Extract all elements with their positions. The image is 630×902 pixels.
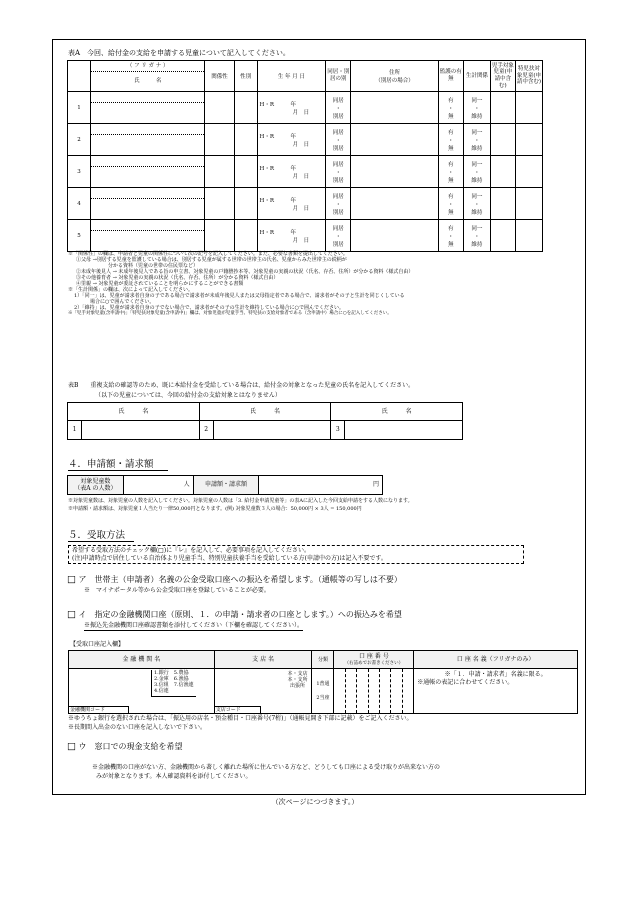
- child-allowance-field[interactable]: [490, 156, 515, 188]
- livelihood-field[interactable]: 同一 ・ 維持: [463, 92, 490, 124]
- table-b-name-header: 氏 名: [68, 403, 200, 421]
- type-option[interactable]: 2当座: [316, 695, 330, 701]
- section-4-heading: ４．申請額・請求額: [68, 459, 168, 471]
- special-allowance-header: 特児扶対象児童(申請中含む): [515, 61, 542, 92]
- table-b-subtitle: （以下の児童については、今回の給付金の支給対象とはなりません）: [95, 392, 281, 399]
- address-field[interactable]: [351, 92, 439, 124]
- livelihood-field[interactable]: 同一 ・ 維持: [463, 188, 490, 220]
- row-number: 1: [68, 92, 91, 124]
- table-row: [68, 188, 543, 220]
- birth-field[interactable]: H・R 年 月 日: [257, 124, 326, 156]
- row-number: 3: [68, 156, 91, 188]
- table-a-notes: [68, 251, 583, 316]
- note-line: ①父母 →別居する児童を監護している場合は、別居する児童が属する世帯の世帯主の氏名、児童からみた世帯主の続柄が: [76, 257, 347, 263]
- note-line: 1）「同一」は、児童が請求者自身の子である場合で請求者が未成年後見人または父母指定者である場合で、請求者がその子と生計を同じくしている: [74, 293, 405, 299]
- table-row: [68, 220, 543, 252]
- special-allowance-field[interactable]: [515, 124, 542, 156]
- birth-field[interactable]: H・R 年 月 日: [257, 92, 326, 124]
- instruction-box: [68, 545, 524, 564]
- relation-field[interactable]: [205, 220, 234, 252]
- branch-name-header: 支 店 名: [214, 651, 312, 669]
- table-a-title: 表A 今回、給付金の支給を申請する児童について記入してください。: [68, 49, 290, 57]
- custody-field[interactable]: 有 ・ 無: [438, 188, 463, 220]
- cohab-field[interactable]: 同居 ・ 別居: [326, 124, 351, 156]
- child-allowance-field[interactable]: [490, 124, 515, 156]
- continued-footer: （次ページにつづきます。）: [271, 798, 359, 806]
- relation-header: 関係性: [205, 61, 234, 92]
- name-field[interactable]: [90, 92, 205, 124]
- special-allowance-field[interactable]: [515, 188, 542, 220]
- bank-name-header: 金 融 機 関 名: [69, 651, 215, 669]
- account-type-field[interactable]: [312, 669, 334, 714]
- note-line: ②未成年後見人 → 未成年後見人である旨の申立書、対象児童の戸籍謄抄本等、対象児童の実親の状況（氏名、存否、住所）が分かる資料（様式自由）: [76, 269, 414, 275]
- birth-field[interactable]: H・R 年 月 日: [257, 156, 326, 188]
- relation-field[interactable]: [205, 188, 234, 220]
- yucho-note: ※ゆうちょ銀行を選択された場合は、「振込用の店名・預金種目・口座番号(7桁)」（通帳見開き下部に記載）をご記入ください。: [68, 715, 413, 722]
- account-type-header: 分類: [312, 651, 334, 669]
- child-count-label: 対象児童数 （表A の人数）: [68, 476, 124, 495]
- relation-field[interactable]: [205, 124, 234, 156]
- note-line: 2）「維持」は、児童が請求者自身の子でない場合で、請求者がその子の生計を維持している場合に○で囲んでください。: [74, 305, 344, 311]
- digit-boxes: [334, 669, 413, 713]
- amount-label: 申請額・請求額: [193, 476, 259, 495]
- bank-name-field[interactable]: [69, 669, 215, 714]
- branch-code-label: 支店コード: [215, 706, 261, 713]
- table-row: [68, 124, 543, 156]
- custody-header: 監護の有無: [438, 61, 463, 92]
- option-a: [67, 574, 402, 585]
- child-allowance-field[interactable]: [490, 188, 515, 220]
- row-number: 4: [68, 188, 91, 220]
- note-line: ※「生計関係」の欄は、次によって記入してください。: [68, 287, 194, 293]
- branch-kind-list: 本・支店 本・支所 出張所: [287, 671, 308, 689]
- sex-header: 性別: [234, 61, 257, 92]
- row-number: 2: [68, 124, 91, 156]
- livelihood-header: 生計関係: [463, 61, 490, 92]
- name-field[interactable]: [90, 188, 205, 220]
- birth-field[interactable]: H・R 年 月 日: [257, 188, 326, 220]
- relation-field[interactable]: [205, 92, 234, 124]
- option-c: [67, 741, 183, 752]
- account-number-header: 口 座 番 号 （右詰めでお書きください）: [334, 651, 414, 669]
- name-field[interactable]: [90, 124, 205, 156]
- note-line: ※「関係性」の欄は、申請者と児童の関係性について次の記号を記入してください。また、必要な書類を提出してください。: [68, 251, 348, 257]
- cohab-field[interactable]: 同居 ・ 別居: [326, 188, 351, 220]
- child-allowance-field[interactable]: [490, 220, 515, 252]
- cohab-field[interactable]: 同居 ・ 別居: [326, 156, 351, 188]
- option-a-note: ※ マイナポータル等から公金受取口座を登録していることが必要。: [84, 587, 270, 594]
- custody-field[interactable]: 有 ・ 無: [438, 220, 463, 252]
- amount-table: [67, 475, 383, 495]
- address-field[interactable]: [351, 156, 439, 188]
- name-field[interactable]: [90, 220, 205, 252]
- custody-field[interactable]: 有 ・ 無: [438, 92, 463, 124]
- table-b-name-field[interactable]: [345, 421, 463, 440]
- birth-field[interactable]: H・R 年 月 日: [257, 220, 326, 252]
- branch-name-field[interactable]: [214, 669, 312, 714]
- note-line: 分かる資料（児童の世帯の住民票など）: [108, 263, 199, 269]
- account-holder-field[interactable]: [414, 669, 578, 714]
- child-count-field[interactable]: 人: [123, 476, 193, 495]
- note-line: ③その他養育者 → 対象児童の実親の状況（氏名、存否、住所）が分かる資料（様式自由）: [76, 275, 279, 281]
- livelihood-field[interactable]: 同一 ・ 維持: [463, 220, 490, 252]
- address-field[interactable]: [351, 188, 439, 220]
- address-field[interactable]: [351, 220, 439, 252]
- bank-type-list: 1.銀行 5.農協 2.金庫 6.漁協 3.信組 7.信漁連 4.信連: [151, 670, 196, 697]
- sex-field[interactable]: [234, 124, 257, 156]
- table-b-number: 1: [68, 421, 82, 440]
- instruction-line: (注)申請時点で居住している自治体より児童手当、特別児童扶養手当を受給している方(申請中の方)は記入不要です。: [72, 554, 387, 562]
- birth-header: 生 年 月 日: [257, 61, 326, 92]
- cohab-header: 同居・別居の別: [326, 61, 351, 92]
- table-b: [67, 402, 463, 440]
- option-b-label: イ 指定の金融機関口座（原則、１．の申請・請求者の口座とします。）への振込みを希望: [78, 610, 402, 619]
- sex-field[interactable]: [234, 156, 257, 188]
- furigana-header: （ フ リ ガ ナ ）: [91, 61, 205, 72]
- option-b-checkbox[interactable]: □: [67, 609, 76, 620]
- account-table: [68, 650, 578, 714]
- bank-code-label: 金融機関コード: [69, 706, 129, 713]
- table-b-number: 3: [331, 421, 345, 440]
- option-b: [67, 609, 402, 620]
- holder-note: ※「１．申請・請求者」名義に限る。: [444, 671, 547, 678]
- holder-note: ※通帳の表記に合わせてください。: [417, 678, 514, 686]
- option-a-checkbox[interactable]: □: [67, 574, 76, 585]
- address-header: 住所 （別居の場合）: [351, 61, 439, 92]
- sex-field[interactable]: [234, 188, 257, 220]
- custody-field[interactable]: 有 ・ 無: [438, 124, 463, 156]
- child-allowance-header: 児手対象児童(申請中含む): [490, 61, 515, 92]
- note-line: 場合に○で囲んでください。: [90, 299, 155, 305]
- table-row: [68, 156, 543, 188]
- amount-note-2: ※申請額・請求額は、対象児童１人当たり一律50,000円となります。(例) 対象児童数３人の場合：50,000円 × 3人 = 150,000円: [68, 506, 362, 512]
- no-header-cell: [68, 61, 91, 92]
- sex-field[interactable]: [234, 92, 257, 124]
- livelihood-field[interactable]: 同一 ・ 維持: [463, 156, 490, 188]
- special-allowance-field[interactable]: [515, 156, 542, 188]
- account-holder-header: 口 座 名 義（フリガナのみ）: [414, 651, 578, 669]
- table-b-number: 2: [199, 421, 213, 440]
- option-c-label: ウ 窓口での現金支給を希望: [78, 742, 183, 751]
- name-field[interactable]: [90, 156, 205, 188]
- option-a-label: ア 世帯主（申請者）名義の公金受取口座への振込を希望します。（通帳等の写しは不要）: [78, 575, 402, 584]
- amount-field[interactable]: 円: [259, 476, 383, 495]
- custody-field[interactable]: 有 ・ 無: [438, 156, 463, 188]
- account-number-field[interactable]: [334, 669, 414, 714]
- table-row: [68, 92, 543, 124]
- option-b-note: ※振込先金融機関口座確認書類を添付してください（下欄を確認してください）。: [84, 622, 304, 629]
- table-b-name-field[interactable]: [213, 421, 331, 440]
- option-c-note-1: ※金融機関の口座がない方、金融機関から著しく離れた場所に住んでいる方など、どうしても口座による受け取りが出来ない方の: [92, 764, 441, 771]
- special-allowance-field[interactable]: [515, 220, 542, 252]
- table-b-name-header: 氏 名: [331, 403, 463, 421]
- sex-field[interactable]: [234, 220, 257, 252]
- relation-field[interactable]: [205, 156, 234, 188]
- name-header: 氏 名: [133, 78, 162, 84]
- account-section-title: 【受取口座記入欄】: [70, 641, 125, 648]
- option-c-checkbox[interactable]: □: [67, 741, 76, 752]
- name-header-cell: [90, 61, 205, 92]
- amount-note-1: ※対象児童数は、対象児童の人数を記入してください。対象児童の人数は「3. 給付金申請児童等」の表Aに記入した今回支給申請をする人数になります。: [68, 498, 413, 504]
- table-b-name-field[interactable]: [81, 421, 199, 440]
- table-b-title: 表B 重複支給の確認等のため、既に本給付金を受給している場合は、給付金の対象となった児童の氏名を記入してください。: [68, 382, 415, 389]
- note-line: ※「児手対象児童(含申請中)」「特児扶対象児童(含申請中)」欄は、対象児童が児童手当、特児扶の支給対象者である（含申請中）場合に○を記入してください。: [68, 311, 392, 316]
- table-b-name-header: 氏 名: [199, 403, 331, 421]
- child-allowance-field[interactable]: [490, 92, 515, 124]
- table-a: [67, 60, 543, 252]
- cohab-field[interactable]: 同居 ・ 別居: [326, 92, 351, 124]
- option-c-note-2: みが対象となります。本人確認資料を添付してください。: [96, 773, 252, 780]
- type-option[interactable]: 1普通: [316, 681, 330, 687]
- section-5-heading: ５．受取方法: [68, 530, 134, 542]
- cohab-field[interactable]: 同居 ・ 別居: [326, 220, 351, 252]
- special-allowance-field[interactable]: [515, 92, 542, 124]
- longterm-note: ※長期間入出金のない口座を記入しないで下さい。: [68, 724, 207, 731]
- instruction-line: 希望する受取方法のチェック欄(□)に『レ』を記入して、必要事項を記入してください。: [72, 547, 311, 554]
- note-line: ④里親 → 対象児童が委託されていることを明らかにすることができる書類: [76, 281, 244, 287]
- row-number: 5: [68, 220, 91, 252]
- address-field[interactable]: [351, 124, 439, 156]
- livelihood-field[interactable]: 同一 ・ 維持: [463, 124, 490, 156]
